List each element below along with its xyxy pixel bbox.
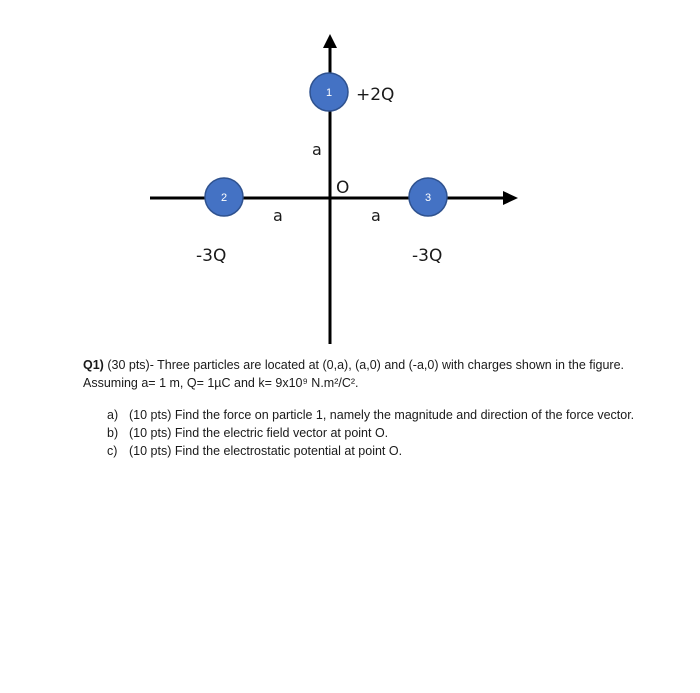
question-parts — [83, 406, 643, 460]
part-c-marker: c) — [107, 444, 118, 458]
part-a-marker: a) — [107, 408, 119, 422]
particle-1-number: 1 — [325, 87, 333, 99]
part-b-marker: b) — [107, 426, 119, 440]
question-text: - Three particles are located at (0,a), (a,0) and (-a,0) with charges shown in the figure. Assuming a= 1 m, Q= 1µC and k= 9x10⁹ N.m²/C². — [83, 358, 625, 390]
question-block — [83, 356, 643, 460]
particle-3-number: 3 — [424, 192, 432, 204]
list-item — [83, 442, 643, 460]
distance-label-vertical: a — [312, 140, 322, 159]
y-axis-arrowhead — [323, 34, 337, 48]
x-axis-arrowhead — [503, 191, 518, 205]
list-item — [83, 406, 643, 424]
part-c-text: (10 pts) Find the electrostatic potential at point O. — [129, 444, 403, 458]
particle-1-charge: +2Q — [356, 85, 395, 105]
particle-1 — [310, 73, 348, 111]
particle-3-charge: -3Q — [412, 246, 443, 266]
list-item — [83, 424, 643, 442]
part-b-text: (10 pts) Find the electric field vector at point O. — [129, 426, 389, 440]
particle-2 — [205, 178, 243, 216]
particle-2-number: 2 — [220, 192, 228, 204]
question-statement — [83, 356, 643, 392]
distance-label-left: a — [273, 206, 283, 225]
question-number: Q1) — [83, 358, 104, 372]
distance-label-right: a — [371, 206, 381, 225]
part-a-text: (10 pts) Find the force on particle 1, namely the magnitude and direction of the force vector. — [129, 408, 635, 422]
particle-2-charge: -3Q — [196, 246, 227, 266]
particle-3 — [409, 178, 447, 216]
origin-label: O — [336, 178, 350, 198]
question-points: (30 pts) — [107, 358, 150, 372]
